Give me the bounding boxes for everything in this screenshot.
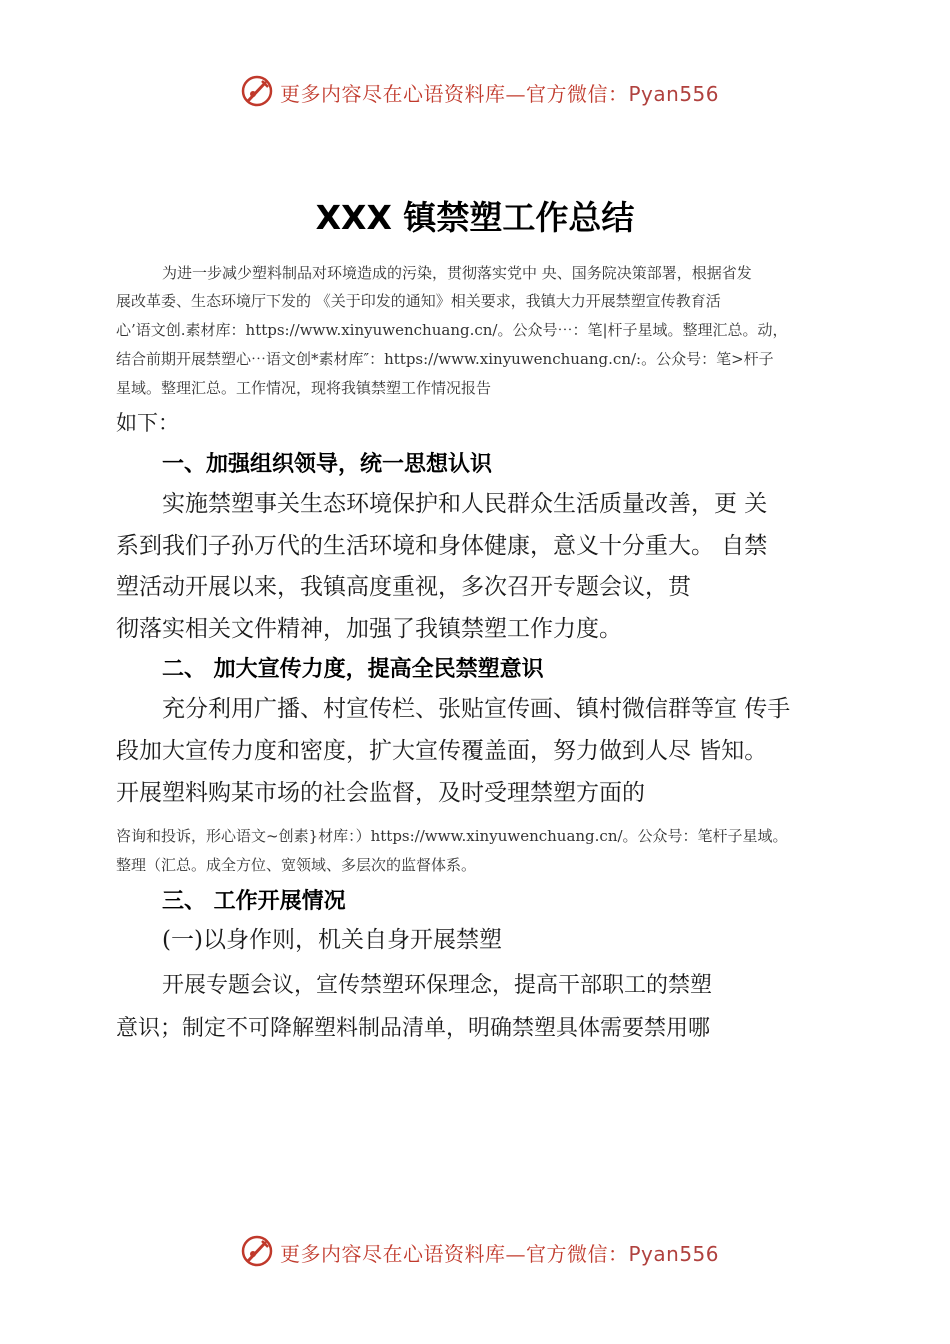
document-title: XXX 镇禁塑工作总结 bbox=[315, 198, 635, 237]
intro-end: 如下： bbox=[116, 411, 179, 435]
pen-logo-icon bbox=[240, 74, 274, 108]
pen-logo-icon bbox=[240, 1234, 274, 1268]
intro-line: 结合前期开展禁塑心⋯语文创*素材库″：https://www.xinyuwenchuang.cn/:。公众号：笔>杆子 bbox=[116, 350, 774, 368]
footer-banner bbox=[0, 1232, 950, 1272]
body-line: 彻落实相关文件精神，加强了我镇禁塑工作力度。 bbox=[116, 616, 622, 642]
intro-line: 展改革委、生态环境厅下发的 《关于印发的通知》相关要求，我镇大力开展禁塑宣传教育活 bbox=[116, 292, 721, 310]
intro-line: 为进一步减少塑料制品对环境造成的污染，贯彻落实党中 央、国务院决策部署，根据省发 bbox=[162, 264, 752, 282]
wechat-id: Pyan556 bbox=[628, 82, 720, 106]
subsection-heading: (一)以身作则，机关自身开展禁塑 bbox=[162, 927, 502, 953]
body-small-line: 整理（汇总。成全方位、宽领域、多层次的监督体系。 bbox=[116, 856, 477, 874]
header-banner bbox=[0, 72, 950, 112]
body-small-line: 咨询和投诉，形心语文~创素}材库：）https://www.xinyuwenchuang.cn/。公众号：笔杆子星域。 bbox=[116, 827, 788, 845]
body-line: 开展塑料购某市场的社会监督，及时受理禁塑方面的 bbox=[116, 780, 645, 806]
body-line: 段加大宣传力度和密度，扩大宣传覆盖面，努力做到人尽 皆知。 bbox=[116, 738, 768, 764]
body-line: 意识；制定不可降解塑料制品清单，明确禁塑具体需要禁用哪 bbox=[116, 1016, 711, 1041]
intro-line: 星域。整理汇总。工作情况，现将我镇禁塑工作情况报告 bbox=[116, 379, 492, 397]
body-line: 系到我们子孙万代的生活环境和身体健康，意义十分重大。 自禁 bbox=[116, 533, 768, 559]
body-line: 开展专题会议，宣传禁塑环保理念，提高干部职工的禁塑 bbox=[162, 973, 713, 998]
section-heading: 三、 工作开展情况 bbox=[162, 889, 346, 914]
banner-text: 更多内容尽在心语资料库—官方微信：Pyan556 bbox=[280, 1242, 720, 1266]
section-heading: 一、加强组织领导，统一思想认识 bbox=[162, 452, 493, 477]
intro-line: 心’语文创.素材库：https://www.xinyuwenchuang.cn/。公众号⋯：笔|杆子星域。整理汇总。动， bbox=[116, 321, 788, 339]
body-line: 实施禁塑事关生态环境保护和人民群众生活质量改善，更 关 bbox=[162, 491, 768, 517]
body-line: 塑活动开展以来，我镇高度重视，多次召开专题会议，贯 bbox=[116, 574, 691, 600]
wechat-id: Pyan556 bbox=[628, 1242, 720, 1266]
section-heading: 二、 加大宣传力度，提高全民禁塑意识 bbox=[162, 657, 544, 682]
body-line: 充分利用广播、村宣传栏、张贴宣传画、镇村微信群等宣 传手 bbox=[162, 696, 791, 722]
banner-text: 更多内容尽在心语资料库—官方微信：Pyan556 bbox=[280, 82, 720, 106]
